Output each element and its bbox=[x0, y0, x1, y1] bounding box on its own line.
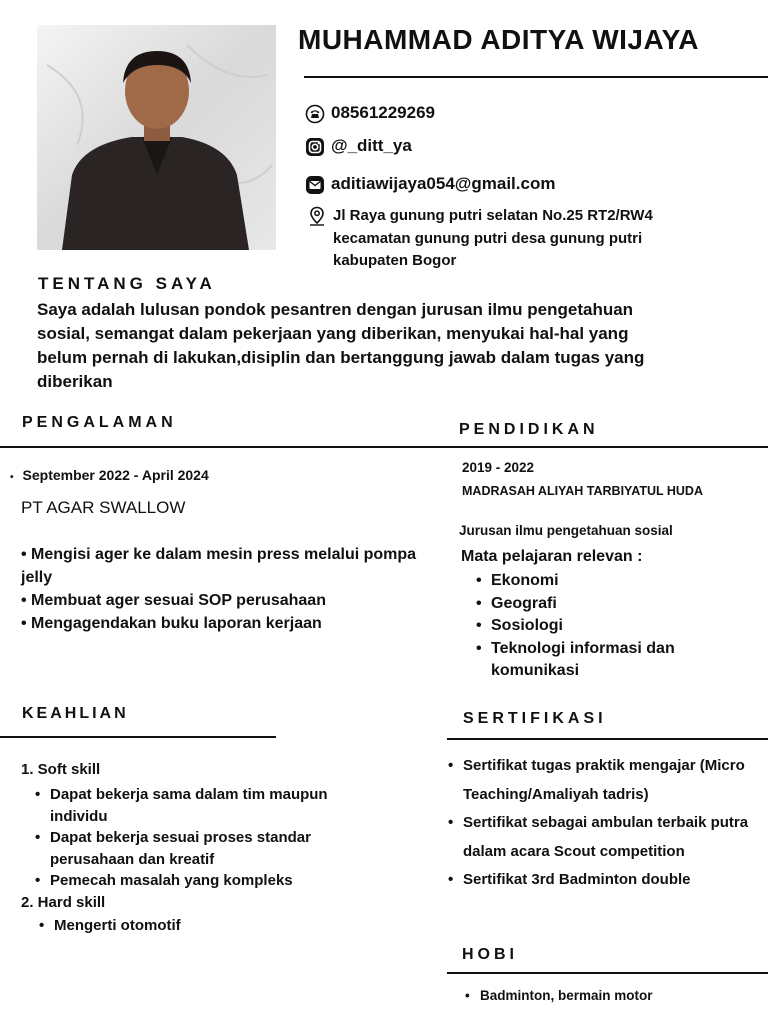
bullet: • bbox=[10, 472, 14, 483]
experience-heading: PENGALAMAN bbox=[22, 414, 177, 431]
hobby-heading: HOBI bbox=[462, 946, 518, 963]
about-line: diberikan bbox=[37, 372, 113, 391]
duty-item: • Mengisi ager ke dalam mesin press melalui pompa jelly bbox=[21, 546, 417, 586]
about-paragraph bbox=[37, 298, 757, 394]
skills-divider bbox=[0, 736, 276, 738]
hobby-divider bbox=[447, 972, 768, 974]
hobby-item: • Badminton, bermain motor bbox=[462, 987, 762, 1005]
soft-skill-item: • Dapat bekerja sesuai proses standar perusahaan dan kreatif bbox=[32, 827, 362, 870]
email-address: aditiawijaya054@gmail.com bbox=[331, 174, 556, 193]
certificate-list bbox=[445, 752, 755, 895]
about-line: belum pernah di lakukan,disiplin dan bertanggung jawab dalam tugas yang bbox=[37, 348, 645, 367]
subject-item: • Teknologi informasi dan komunikasi bbox=[473, 638, 733, 683]
certificate-item: • Sertifikat sebagai ambulan terbaik putra dalam acara Scout competition bbox=[445, 809, 755, 866]
phone-number: 08561229269 bbox=[331, 103, 436, 122]
subject-item: • Ekonomi bbox=[473, 570, 733, 593]
soft-skill-title: 1. Soft skill bbox=[21, 761, 101, 778]
subject-list bbox=[473, 570, 733, 683]
location-pin-icon bbox=[307, 206, 327, 226]
school-name: MADRASAH ALIYAH TARBIYATUL HUDA bbox=[462, 484, 703, 498]
about-heading: TENTANG SAYA bbox=[38, 274, 216, 293]
duty-list bbox=[21, 543, 421, 635]
certificate-item: • Sertifikat 3rd Badminton double bbox=[445, 866, 755, 895]
hobby-list bbox=[462, 987, 762, 1005]
subject-item: • Geografi bbox=[473, 593, 733, 616]
certificates-heading: SERTIFIKASI bbox=[463, 710, 607, 727]
section-divider bbox=[0, 446, 768, 448]
certificate-item: • Sertifikat tugas praktik mengajar (Micro Teaching/Amaliyah tadris) bbox=[445, 752, 755, 809]
education-years: 2019 - 2022 bbox=[462, 460, 535, 475]
instagram-handle: @_ditt_ya bbox=[331, 136, 412, 155]
address-text bbox=[333, 205, 653, 273]
profile-photo bbox=[37, 25, 276, 250]
instagram-icon bbox=[305, 137, 325, 157]
address-line: kabupaten Bogor bbox=[333, 252, 457, 269]
duty-item: • Membuat ager sesuai SOP perusahaan bbox=[21, 592, 326, 609]
subject-item: • Sosiologi bbox=[473, 615, 733, 638]
hard-skill-title: 2. Hard skill bbox=[21, 894, 106, 911]
about-line: Saya adalah lulusan pondok pesantren dengan jurusan ilmu pengetahuan bbox=[37, 300, 634, 319]
soft-skill-item: • Pemecah masalah yang kompleks bbox=[32, 870, 362, 892]
hard-skill-item: • Mengerti otomotif bbox=[36, 915, 336, 937]
email-contact bbox=[305, 174, 555, 195]
address-line: Jl Raya gunung putri selatan No.25 RT2/RW4 bbox=[333, 207, 653, 224]
about-line: sosial, semangat dalam pekerjaan yang diberikan, menyukai hal-hal yang bbox=[37, 324, 629, 343]
mail-icon bbox=[305, 175, 325, 195]
education-major: Jurusan ilmu pengetahuan sosial bbox=[459, 523, 673, 538]
education-heading: PENDIDIKAN bbox=[459, 421, 599, 438]
phone-contact bbox=[305, 103, 435, 124]
address-contact bbox=[307, 205, 727, 273]
company-name: PT AGAR SWALLOW bbox=[21, 498, 186, 517]
experience-period bbox=[10, 467, 209, 483]
hard-skill-list bbox=[36, 915, 336, 937]
person-portrait bbox=[37, 25, 276, 250]
soft-skill-list bbox=[32, 784, 362, 892]
period-text: September 2022 - April 2024 bbox=[22, 467, 209, 483]
subjects-label: Mata pelajaran relevan : bbox=[461, 548, 643, 565]
phone-icon bbox=[305, 104, 325, 124]
duty-item: • Mengagendakan buku laporan kerjaan bbox=[21, 615, 322, 632]
address-line: kecamatan gunung putri desa gunung putri bbox=[333, 229, 643, 247]
header-divider bbox=[304, 76, 768, 78]
instagram-contact bbox=[305, 136, 412, 157]
certificates-divider bbox=[447, 738, 768, 740]
skills-heading: KEAHLIAN bbox=[22, 705, 129, 722]
soft-skill-item: • Dapat bekerja sama dalam tim maupun individu bbox=[32, 784, 362, 827]
candidate-name: MUHAMMAD ADITYA WIJAYA bbox=[298, 24, 699, 55]
